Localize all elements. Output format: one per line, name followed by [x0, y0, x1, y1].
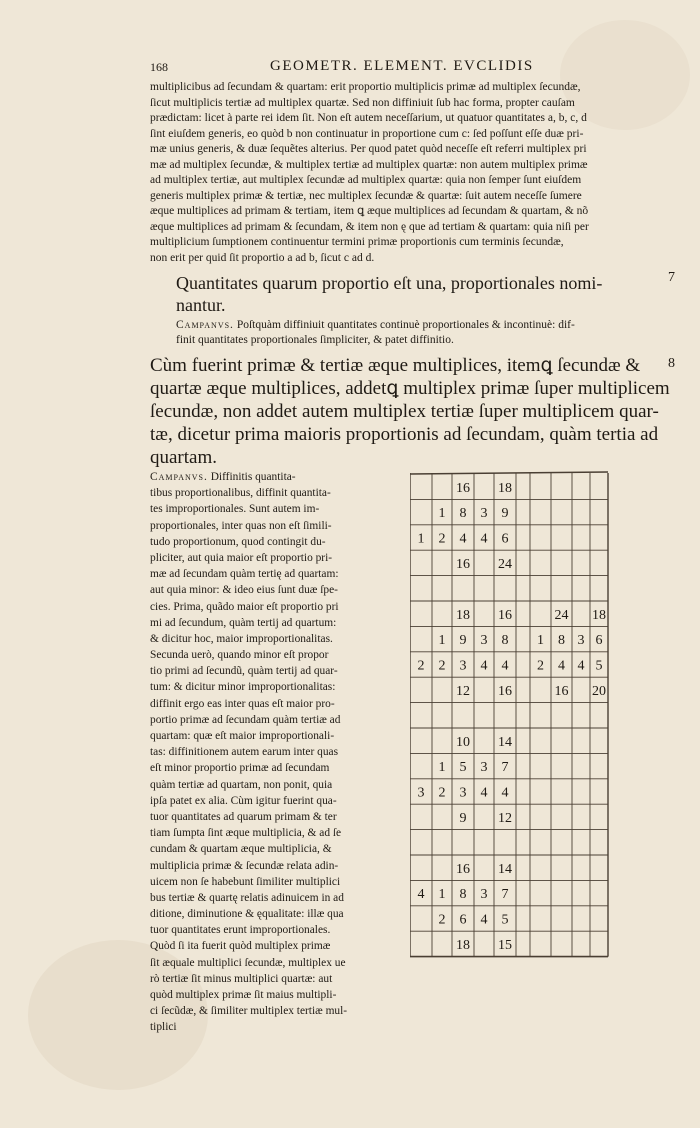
table-cell: 3	[480, 887, 488, 903]
table-cell: 20	[592, 683, 606, 699]
table-cell: 4	[480, 658, 488, 674]
table-cell: 2	[438, 658, 446, 674]
text-line: tes improportionales. Sunt autem im-	[150, 503, 320, 516]
table-cell: 16	[498, 607, 512, 623]
text-run: Poſtquàm diffiniuit quantitates continuè proportionales & incontinuè: dif-	[233, 319, 575, 331]
text-line: multiplicium ſumptionem continuentur termini primæ proportionis cum terminis ſecundæ,	[150, 236, 564, 248]
table-cell: 9	[459, 810, 467, 826]
table-cell: 6	[595, 633, 603, 649]
table-cell: 8	[459, 506, 467, 522]
text-line: mæ ad ſecundam quàm tertię ad quartam:	[150, 568, 339, 581]
text-line: & dicitur hoc, maior improportionalitas.	[150, 632, 333, 645]
commentator-name: Campanvs.	[176, 319, 234, 331]
text-line: tiplici	[150, 1021, 177, 1034]
table-cell: 2	[537, 658, 544, 674]
table-cell: 24	[498, 556, 512, 572]
table-cell: 12	[498, 810, 512, 826]
text-line: bus tertiæ & quartę relatis adinuicem in ad	[150, 891, 344, 904]
table-cell: 16	[456, 861, 470, 877]
text-line: pliciter, aut quia maior eſt proportio pri-	[150, 551, 333, 564]
page-number: 168	[150, 60, 168, 74]
text-line: eſt minor proportio primæ ad ſecundam	[150, 762, 330, 775]
definition-number-7: 7	[668, 270, 675, 285]
table-cell: 3	[577, 633, 585, 649]
text-line: æque multiplices ad primam & tertiam, item ꝗ æque multiplices ad ſecundam & quartam, & nõ	[150, 205, 589, 217]
table-cell: 18	[456, 937, 470, 953]
text-line: tuor quantitates erunt improportionales.	[150, 924, 331, 937]
campanus-commentary-7	[176, 318, 656, 347]
text-line: uicem non ſe habebunt ſimiliter multiplici	[150, 875, 341, 888]
definition-8	[150, 354, 670, 469]
text-line: Cùm fuerint primæ & tertiæ æque multiplices, itemꝗ ſecundæ &	[150, 355, 641, 376]
definition-number-8: 8	[668, 356, 675, 371]
table-cell: 3	[480, 633, 488, 649]
table-cell: 8	[558, 633, 565, 649]
table-cell: 10	[456, 734, 470, 750]
text-line: ipſa patet ex alia. Cùm igitur fuerint qua-	[150, 794, 337, 807]
text-line: multiplicia primæ & ſecundæ relata adin-	[150, 859, 339, 872]
table-cell: 4	[417, 887, 425, 903]
text-line: quartam: quæ eſt maior improportionali-	[150, 730, 335, 742]
table-cell: 14	[498, 861, 512, 877]
text-line: quàm tertiæ ad quartam, non ponit, quia	[150, 778, 333, 791]
table-cell: 8	[501, 633, 509, 649]
table-cell: 1	[537, 633, 544, 649]
table-cell: 18	[498, 480, 512, 496]
table-cell: 2	[438, 912, 446, 928]
table-cell: 7	[501, 887, 509, 903]
text-line: tibus proportionalibus, diffinit quantita-	[150, 487, 331, 500]
text-line: tæ, dicetur prima maioris proportionis ad ſecundam, quàm tertia ad	[150, 424, 659, 445]
text-line: ſecundæ, non addet autem multiplex tertiæ ſuper multiplicem quar-	[150, 401, 659, 422]
table-cell: 4	[480, 531, 488, 547]
table-cell: 4	[577, 658, 585, 674]
table-cell: 3	[417, 785, 425, 801]
table-cell: 18	[592, 607, 606, 623]
table-cell: 1	[438, 506, 446, 522]
table-cell: 2	[438, 531, 446, 547]
table-cell: 24	[554, 607, 569, 623]
text-line: tio primi ad ſecundũ, quàm tertij ad quar-	[150, 665, 338, 678]
text-line: ſint eiuſdem generis, eo quòd b non continuatur in proportione cum c: ſed poſſunt eſſe duæ pri-	[150, 127, 584, 140]
table-cell: 3	[480, 760, 488, 776]
table-cell: 4	[480, 912, 488, 928]
table-rule	[410, 472, 608, 474]
text-line: mi ad ſecundum, quàm tertij ad quartum:	[150, 616, 337, 629]
text-line: prædictam: licet à parte rei idem ſit. Non eſt autem neceſſarium, ut quatuor quantitates a, b, c, d	[150, 112, 587, 124]
table-cell: 3	[459, 785, 467, 801]
commentator-name: Campanvs.	[150, 471, 208, 483]
table-cell: 15	[498, 937, 512, 953]
text-line: Secunda uerò, quando minor eſt propor	[150, 649, 329, 662]
text-line: generis multiplex primæ & tertiæ, nec multiplex ſecundæ & quartæ: ſuit autem neceſſe ſumere	[150, 189, 582, 202]
table-cell: 3	[480, 506, 488, 522]
text-line: mæ unius generis, & duæ ſequẽtes alterius. Per quod patet quòd neceſſe eſt referri multiplex pri	[150, 143, 587, 155]
text-line: quartæ æque multiplices, addetꝗ multiplex primæ ſuper multiplicem	[150, 378, 670, 399]
text-line: ſit æquale multiplici ſecundæ, multiplex ue	[150, 956, 346, 969]
table-cell: 16	[456, 556, 470, 572]
table-cell: 6	[501, 531, 509, 547]
text-line: mæ ad multiplex ſecundæ, & multiplex tertiæ ad multiplex quartæ: non autem multiplex primæ	[150, 158, 588, 171]
table-cell: 4	[558, 658, 565, 674]
table-cell: 4	[459, 531, 467, 547]
definition-7	[176, 272, 646, 316]
table-cell: 4	[501, 785, 509, 801]
text-line: tum: & dicitur minor improportionalitas:	[150, 681, 336, 694]
table-cell: 5	[595, 658, 603, 674]
table-cell: 5	[459, 760, 467, 776]
intro-paragraph	[150, 80, 650, 266]
text-line: ſicut multiplicis tertiæ ad multiplex quartæ. Sed non diffiniuit ſub hac forma, propter cauſam	[150, 96, 575, 109]
table-cell: 3	[459, 658, 467, 674]
text-line: quartam.	[150, 447, 218, 468]
text-line: aut quia minor: & ideo eius ſunt duæ ſpe-	[150, 584, 338, 597]
text-line: multiplicibus ad ſecundam & quartam: erit proportio multiplicis primæ ad multiplex ſecundæ,	[150, 81, 581, 93]
text-line: quòd multiplex primæ ſit maius multipli-	[150, 989, 337, 1001]
text-line: cies. Prima, quãdo maior eſt proportio pri	[150, 600, 339, 613]
text-line: cundam & quartam æque multiplicia, &	[150, 843, 332, 856]
text-line: non erit per quid ſit proportio a ad b, ſicut c ad d.	[150, 251, 375, 264]
table-cell: 16	[554, 683, 569, 699]
text-line: proportionales, inter quas non eſt ſimili-	[150, 519, 332, 532]
text-line: tas: diffinitionem autem earum inter quas	[150, 746, 339, 759]
table-cell: 16	[456, 480, 470, 496]
table-cell: 14	[498, 734, 512, 750]
campanus-commentary-8	[150, 469, 400, 1036]
table-cell: 8	[459, 887, 467, 903]
text-line: Quòd ſi ita fuerit quòd multiplex primæ	[150, 940, 331, 953]
table-cell: 4	[501, 658, 509, 674]
text-line	[176, 318, 656, 333]
text-line: æque multiplices ad primam & ſecundam, & item non ę que ad tertiam & quartam: quia niſi per	[150, 220, 589, 233]
text-line: ci ſecũdæ, & ſimiliter multiplex tertiæ mul-	[150, 1005, 348, 1018]
text-line: tuor quantitates ad quarum primam & ter	[150, 810, 337, 823]
text-line	[150, 469, 400, 485]
table-cell: 7	[501, 760, 509, 776]
text-line: tiam ſumpta ſint æque multiplicia, & ad ſe	[150, 827, 342, 840]
table-cell: 9	[501, 506, 509, 522]
text-line: diffinit ergo eas inter quas eſt maior pro-	[150, 697, 335, 710]
table-cell: 2	[417, 658, 425, 674]
table-cell: 16	[498, 683, 512, 699]
text-line: Quantitates quarum proportio eſt una, proportionales nomi-	[176, 273, 603, 293]
table-cell: 1	[417, 531, 425, 547]
table-cell: 5	[501, 912, 509, 928]
table-cell: 2	[438, 785, 446, 801]
table-cell: 1	[438, 633, 446, 649]
table-cell: 1	[438, 887, 446, 903]
table-cell: 9	[459, 633, 467, 649]
table-cell: 12	[456, 683, 470, 699]
table-cell: 18	[456, 607, 470, 623]
table-cell: 6	[459, 912, 467, 928]
running-head-title: GEOMETR. ELEMENT. EVCLIDIS	[270, 58, 534, 74]
text-run: Diffinitis quantita-	[207, 471, 296, 483]
text-line: ditione, diminutione & ęqualitate: illæ qua	[150, 908, 344, 921]
running-header	[150, 58, 550, 80]
text-line: ad multiplex tertiæ, aut multiplex ſecundæ ad multiplex quartæ: quia non ſemper ſunt eiuſdem	[150, 174, 582, 186]
text-line: nantur.	[176, 295, 226, 315]
table-cell: 4	[480, 785, 488, 801]
table-cell: 1	[438, 760, 446, 776]
text-line: finit quantitates proportionales ſimpliciter, & patet diffinitio.	[176, 333, 454, 346]
text-line: tudo proportionum, quod contingit du-	[150, 535, 326, 548]
text-line: portio primæ ad ſecundam quàm tertiæ ad	[150, 713, 341, 726]
text-line: rò tertiæ ſit minus multiplici quartæ: aut	[150, 972, 333, 985]
multiples-table	[410, 468, 610, 958]
